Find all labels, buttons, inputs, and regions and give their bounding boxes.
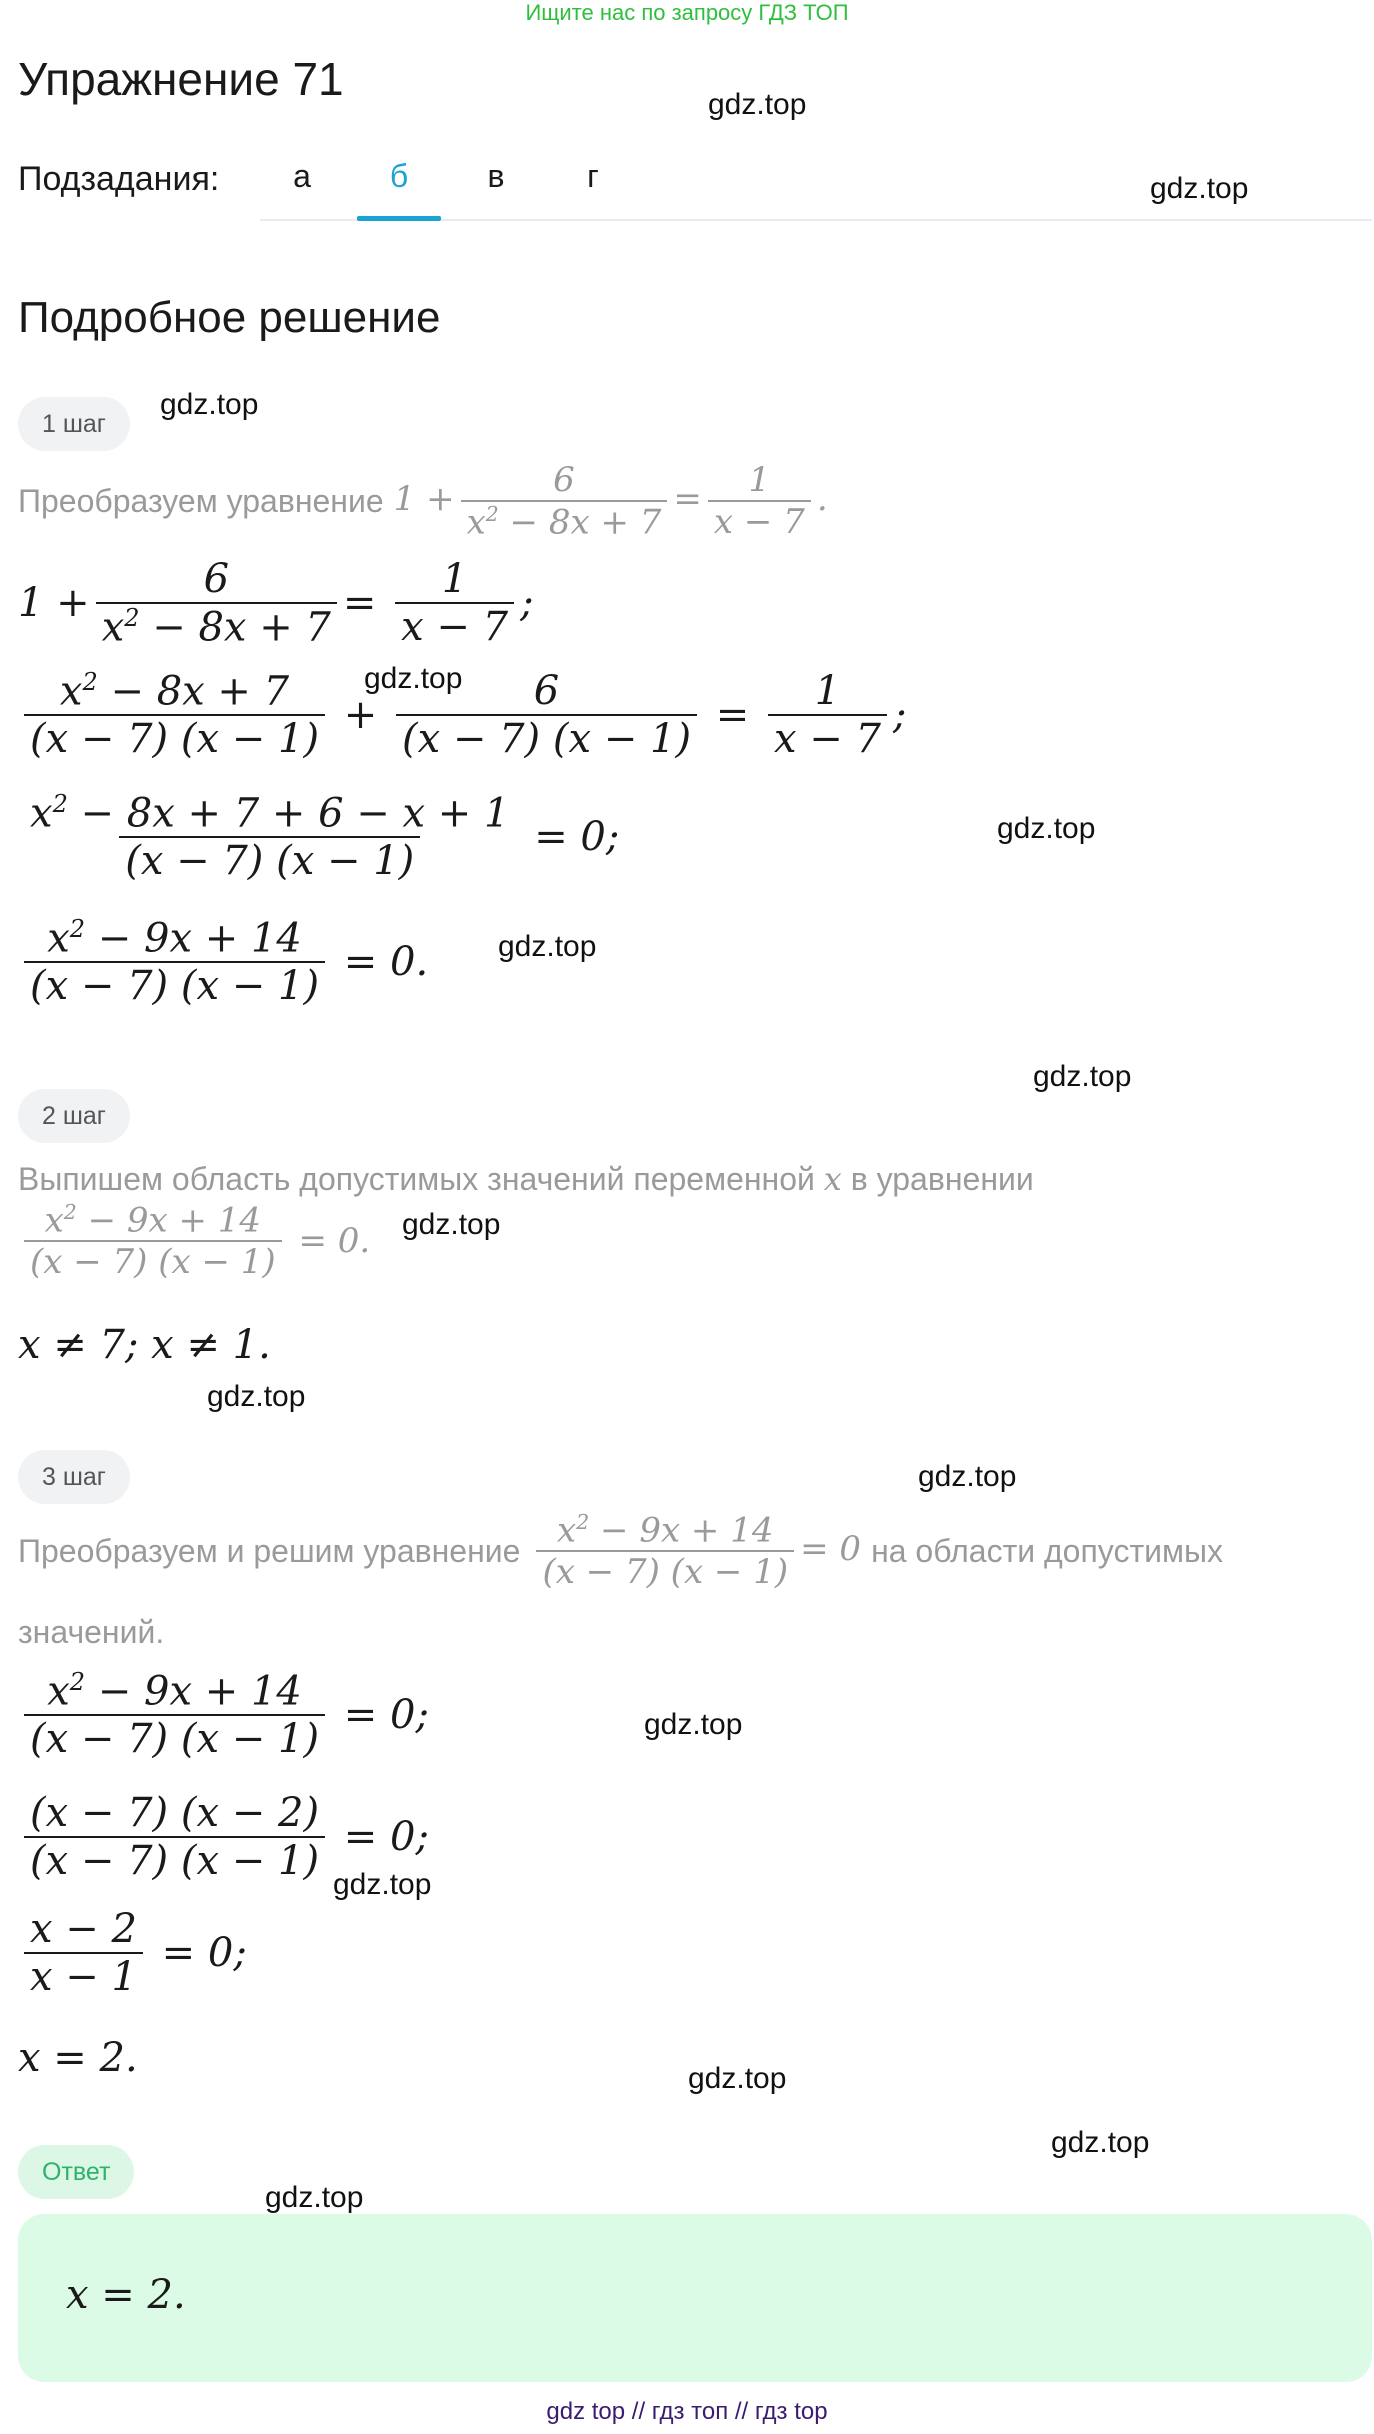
answer-badge: Ответ	[18, 2145, 134, 2199]
watermark: gdz.top	[207, 1380, 306, 1413]
watermark: gdz.top	[644, 1708, 743, 1741]
watermark: gdz.top	[997, 812, 1096, 845]
step-3-text: Преобразуем и решим уравнение	[18, 1532, 521, 1569]
step-badge-1: 1 шаг	[18, 397, 130, 451]
step-1-math: 1 + $\frac{6}{x^2 - 8x + 7}$ = $\frac{1}{x - 7}$ .	[393, 460, 828, 543]
equation-1-2: $\frac{x^2 - 8x + 7}{(x - 7) (x - 1)}$ + $\frac{6}{(x - 7) (x - 1)}$ = $\frac{1}{x - 7}$ ;	[18, 668, 906, 762]
step-1-description	[18, 460, 828, 542]
subtasks-label: Подзадания:	[18, 160, 220, 198]
watermark: gdz.top	[1051, 2126, 1150, 2159]
active-tab-indicator	[357, 216, 441, 221]
page-title: Упражнение 71	[18, 53, 344, 105]
equation-3-3: $\frac{x - 2}{x - 1}$ = 0;	[18, 1906, 247, 2000]
step-3-text-after: на области допустимых	[871, 1532, 1223, 1569]
step-badge-2: 2 шаг	[18, 1089, 130, 1143]
step-2-math: $\frac{x^2 - 9x + 14}{(x - 7) (x - 1)}$ = 0.	[18, 1200, 370, 1282]
watermark: gdz.top	[688, 2062, 787, 2095]
equation-3-4: x = 2.	[18, 2035, 138, 2081]
step-3-math: $\frac{x^2 - 9x + 14}{(x - 7) (x - 1)}$ = 0	[530, 1510, 861, 1592]
watermark: gdz.top	[918, 1460, 1017, 1493]
footer-links[interactable]: gdz top // гдз топ // гдз top	[546, 2398, 828, 2425]
watermark: gdz.top	[160, 388, 259, 421]
watermark: gdz.top	[333, 1868, 432, 1901]
watermark: gdz.top	[498, 930, 597, 963]
equation-1-4: $\frac{x^2 - 9x + 14}{(x - 7) (x - 1)}$ = 0.	[18, 915, 428, 1009]
step-3-description	[18, 1510, 1223, 1592]
equation-3-2: $\frac{(x - 7) (x - 2)}{(x - 7) (x - 1)}$ = 0;	[18, 1790, 429, 1884]
step-2-text-after: в уравнении	[850, 1161, 1034, 1197]
equation-1-1: 1 + $\frac{6}{x^2 - 8x + 7}$ = $\frac{1}{x - 7}$ ;	[18, 556, 534, 651]
top-banner: Ищите нас по запросу ГДЗ ТОП	[525, 0, 849, 25]
watermark: gdz.top	[402, 1208, 501, 1241]
watermark: gdz.top	[1150, 172, 1249, 205]
tab-v[interactable]: в	[487, 158, 505, 194]
equation-1-3: $\frac{x^2 - 8x + 7 + 6 - x + 1}{(x - 7) (x - 1)}$ = 0;	[30, 790, 620, 885]
step-badge-3: 3 шаг	[18, 1450, 130, 1504]
answer-box	[18, 2214, 1372, 2382]
watermark: gdz.top	[708, 88, 807, 121]
step-2-description	[18, 1160, 1034, 1198]
tab-g[interactable]: г	[587, 158, 599, 194]
step-1-text: Преобразуем уравнение	[18, 482, 384, 519]
tab-b[interactable]: б	[389, 158, 409, 194]
equation-2-1: x ≠ 7; x ≠ 1.	[18, 1322, 271, 1368]
step-2-text: Выпишем область допустимых значений переменной	[18, 1161, 815, 1197]
answer-value: x = 2.	[66, 2272, 186, 2318]
step-3-text-line2: значений.	[18, 1614, 165, 1650]
section-title: Подробное решение	[18, 293, 441, 342]
tab-a[interactable]: а	[293, 158, 311, 194]
watermark: gdz.top	[1033, 1060, 1132, 1093]
step-2-var: x	[823, 1160, 842, 1198]
equation-3-1: $\frac{x^2 - 9x + 14}{(x - 7) (x - 1)}$ = 0;	[18, 1668, 429, 1762]
watermark: gdz.top	[364, 662, 463, 695]
watermark: gdz.top	[265, 2181, 364, 2214]
